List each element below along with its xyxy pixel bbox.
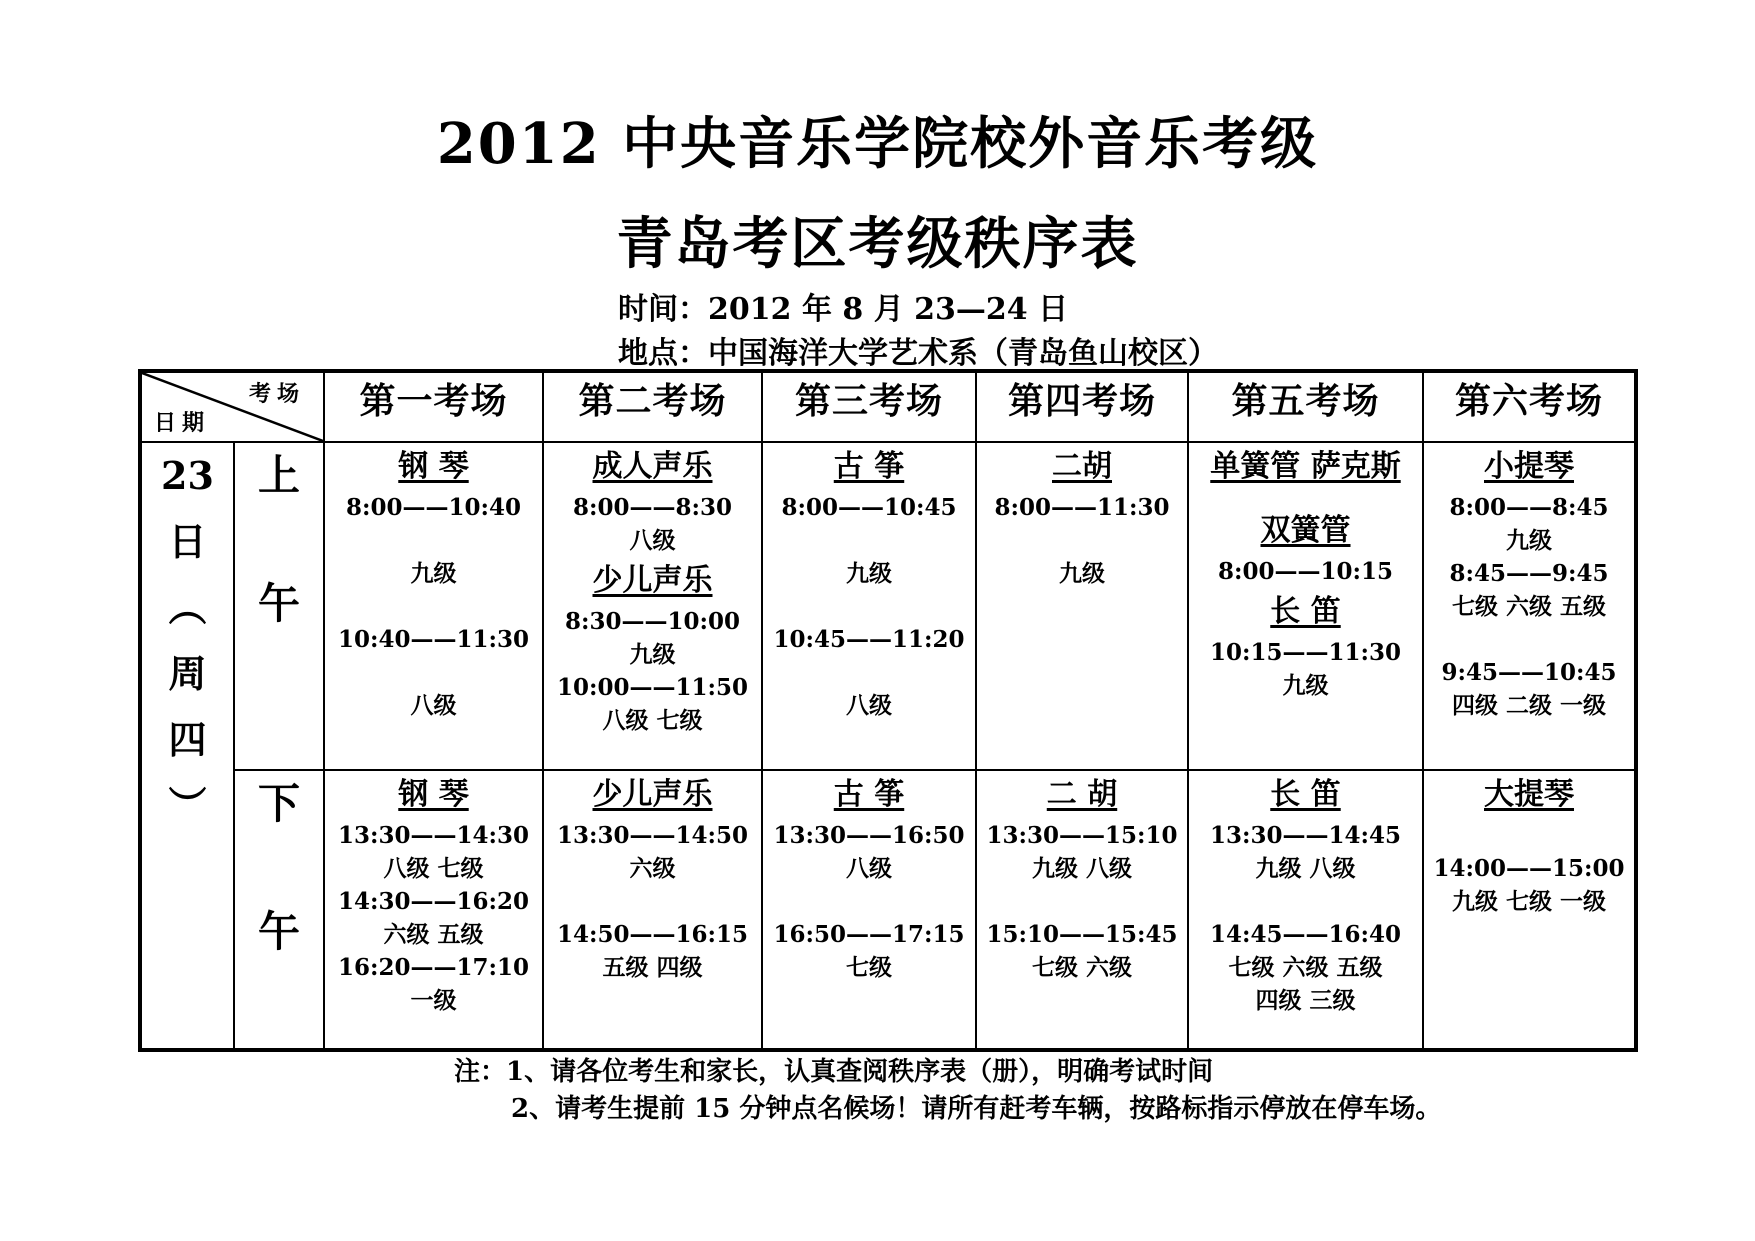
- afternoon-label: [234, 770, 324, 1050]
- afternoon-row: [140, 770, 1636, 1050]
- am-hall-1-time-1: 8:00——10:40: [345, 494, 521, 521]
- am-hall-4-subject: 二胡: [1052, 449, 1112, 484]
- am-hall-3: [762, 442, 976, 770]
- page-subtitle: 青岛考区考级秩序表: [616, 211, 1139, 277]
- date-week-2: 四: [168, 717, 207, 762]
- schedule-table: [138, 369, 1638, 1052]
- pm-hall-4: [976, 770, 1188, 1050]
- am-hall-2-level-3: 八级 七级: [602, 707, 703, 734]
- pm-hall-1-level-3: 一级: [410, 987, 457, 1014]
- am-hall-1-subject: 钢 琴: [398, 449, 469, 484]
- am-hall-2-level-1: 八级: [629, 527, 676, 554]
- afternoon-label-1: 下: [257, 779, 300, 828]
- note-1: 注：1、请各位考生和家长，认真查阅秩序表（册），明确考试时间: [454, 1057, 1214, 1087]
- morning-label-2: 午: [257, 579, 300, 628]
- date-day-char: 日: [168, 519, 207, 564]
- pm-hall-6-subject: 大提琴: [1484, 777, 1574, 812]
- pm-hall-2-subject: 少儿声乐: [592, 777, 713, 812]
- pm-hall-2-time-2: 14:50——16:15: [556, 921, 748, 948]
- exam-place: 地点：中国海洋大学艺术系（青岛鱼山校区）: [618, 336, 1218, 371]
- am-hall-4: [976, 442, 1188, 770]
- pm-hall-6: [1423, 770, 1636, 1050]
- am-hall-6-time-3: 9:45——10:45: [1441, 659, 1617, 686]
- pm-hall-1-level-1: 八级 七级: [383, 855, 484, 882]
- corner-hall-label: 考场: [248, 381, 305, 407]
- am-hall-5-time-1: 8:00——10:15: [1217, 558, 1393, 585]
- am-hall-4-time-1: 8:00——11:30: [994, 494, 1170, 521]
- pm-hall-1: [324, 770, 543, 1050]
- pm-hall-3-subject: 古 筝: [833, 777, 905, 812]
- pm-hall-4-time-2: 15:10——15:45: [986, 921, 1178, 948]
- date-week-1: 周: [168, 651, 207, 696]
- pm-hall-1-level-2: 六级 五级: [383, 921, 484, 948]
- am-hall-5: [1188, 442, 1423, 770]
- hall-header-5: 第五考场: [1188, 371, 1423, 442]
- am-hall-5-subject: 单簧管 萨克斯: [1210, 449, 1401, 484]
- am-hall-3-level-1: 九级: [846, 560, 892, 587]
- pm-hall-6-level-1: 九级 七级 一级: [1451, 888, 1606, 915]
- hall-header-4: 第四考场: [976, 371, 1188, 442]
- am-hall-5-time-2: 10:15——11:30: [1209, 639, 1401, 666]
- pm-hall-5-level-2: 七级 六级 五级: [1228, 954, 1383, 981]
- corner-date-label: 日期: [154, 410, 211, 436]
- am-hall-3-subject: 古 筝: [833, 449, 905, 484]
- pm-hall-5-subject: 长 笛: [1270, 777, 1341, 812]
- am-hall-6-level-3: 四级 二级 一级: [1451, 692, 1606, 719]
- am-hall-2-subject: 成人声乐: [592, 449, 713, 484]
- pm-hall-2-time-1: 13:30——14:50: [556, 822, 748, 849]
- date-cell: [140, 442, 234, 1050]
- hall-header-6: 第六考场: [1423, 371, 1636, 442]
- pm-hall-4-time-1: 13:30——15:10: [986, 822, 1178, 849]
- pm-hall-3: [762, 770, 976, 1050]
- am-hall-2-time-3: 10:00——11:50: [556, 674, 748, 701]
- hall-header-3: 第三考场: [762, 371, 976, 442]
- pm-hall-4-level-1: 九级 八级: [1031, 855, 1132, 882]
- am-hall-1-level-1: 九级: [410, 560, 457, 587]
- morning-row: [140, 442, 1636, 770]
- pm-hall-5: [1188, 770, 1423, 1050]
- am-hall-4-level-1: 九级: [1059, 560, 1105, 587]
- am-hall-6-level-1: 九级: [1506, 527, 1552, 554]
- am-hall-6-level-2: 七级 六级 五级: [1451, 593, 1606, 620]
- am-hall-3-time-1: 8:00——10:45: [781, 494, 957, 521]
- am-hall-1-time-2: 10:40——11:30: [337, 626, 529, 653]
- pm-hall-3-level-1: 八级: [846, 855, 892, 882]
- am-hall-2-time-1: 8:00——8:30: [572, 494, 732, 521]
- pm-hall-5-level-1: 九级 八级: [1255, 855, 1356, 882]
- date-day-number: 23: [161, 453, 214, 498]
- am-hall-2-time-2: 8:30——10:00: [564, 608, 740, 635]
- date-paren-open: ︵: [168, 585, 207, 630]
- note-2: 2、请考生提前 15 分钟点名候场！请所有赶考车辆，按路标指示停放在停车场。: [511, 1094, 1442, 1124]
- pm-hall-1-time-1: 13:30——14:30: [337, 822, 529, 849]
- pm-hall-1-time-3: 16:20——17:10: [337, 954, 529, 981]
- hall-header-1: 第一考场: [324, 371, 543, 442]
- exam-time: 时间：2012 年 8 月 23—24 日: [618, 292, 1069, 327]
- am-hall-3-level-2: 八级: [846, 692, 892, 719]
- am-hall-5-subject-3: 长 笛: [1270, 594, 1341, 629]
- pm-hall-5-time-2: 14:45——16:40: [1209, 921, 1401, 948]
- pm-hall-3-time-1: 13:30——16:50: [773, 822, 965, 849]
- am-hall-2: [543, 442, 762, 770]
- pm-hall-2-level-1: 六级: [629, 855, 676, 882]
- am-hall-2-level-2: 九级: [629, 641, 676, 668]
- pm-hall-2-level-2: 五级 四级: [602, 954, 703, 981]
- afternoon-label-2: 午: [257, 907, 300, 956]
- corner-header: [140, 371, 324, 442]
- am-hall-5-subject-2: 双簧管: [1260, 513, 1351, 548]
- am-hall-1: [324, 442, 543, 770]
- pm-hall-5-level-3: 四级 三级: [1255, 987, 1356, 1014]
- pm-hall-4-subject: 二 胡: [1046, 777, 1118, 812]
- pm-hall-1-time-2: 14:30——16:20: [337, 888, 529, 915]
- morning-label-1: 上: [257, 451, 300, 500]
- header-row: [140, 371, 1636, 442]
- am-hall-6-subject: 小提琴: [1484, 449, 1574, 484]
- pm-hall-2: [543, 770, 762, 1050]
- am-hall-6-time-1: 8:00——8:45: [1449, 494, 1609, 521]
- am-hall-5-level-1: 九级: [1282, 672, 1329, 699]
- am-hall-6-time-2: 8:45——9:45: [1449, 560, 1609, 587]
- hall-header-2: 第二考场: [543, 371, 762, 442]
- pm-hall-5-time-1: 13:30——14:45: [1209, 822, 1401, 849]
- page-title: 2012 中央音乐学院校外音乐考级: [436, 111, 1319, 177]
- morning-label: [234, 442, 324, 770]
- pm-hall-3-time-2: 16:50——17:15: [773, 921, 965, 948]
- date-paren-close: ︶: [168, 783, 207, 828]
- pm-hall-1-subject: 钢 琴: [398, 777, 469, 812]
- pm-hall-4-level-2: 七级 六级: [1031, 954, 1132, 981]
- am-hall-1-level-2: 八级: [410, 692, 457, 719]
- am-hall-6: [1423, 442, 1636, 770]
- am-hall-3-time-2: 10:45——11:20: [773, 626, 965, 653]
- pm-hall-3-level-2: 七级: [846, 954, 892, 981]
- pm-hall-6-time-1: 14:00——15:00: [1433, 855, 1625, 882]
- am-hall-2-subject-2: 少儿声乐: [592, 563, 713, 598]
